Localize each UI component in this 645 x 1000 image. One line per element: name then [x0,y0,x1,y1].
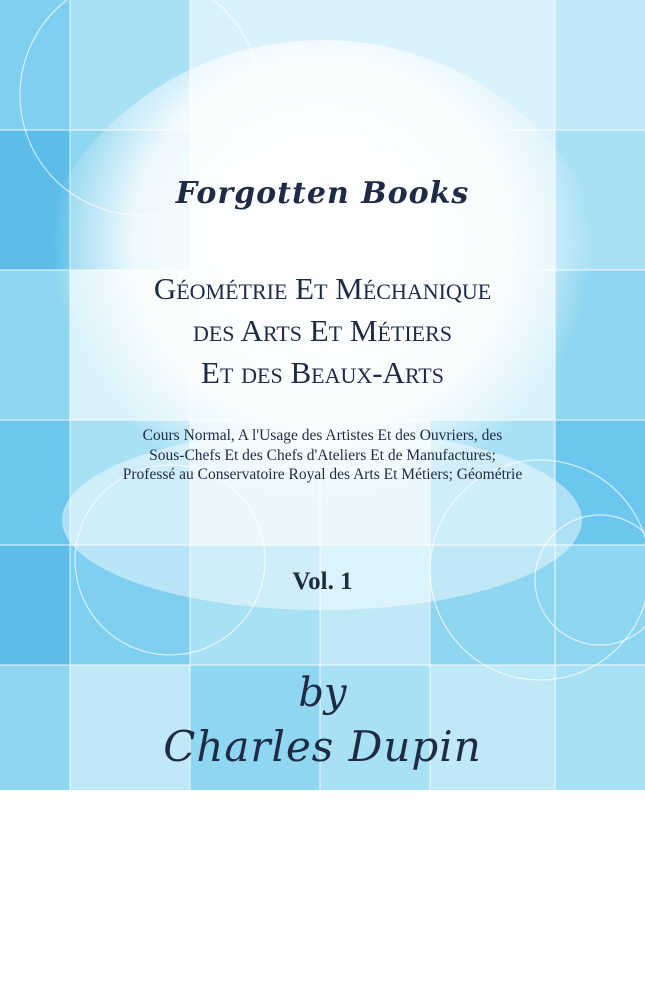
book-subtitle [60,426,585,485]
title-line: Géométrie Et Méchanique [153,271,492,306]
book-title [40,268,605,394]
publisher-logo: Forgotten Books [175,176,470,211]
author-name: Charles Dupin [163,722,482,771]
title-line: Et des Beaux-Arts [201,355,444,390]
subtitle-line: Sous-Chefs Et des Chefs d'Ateliers Et de Manufactures; [149,446,496,464]
title-line: des Arts Et Métiers [192,313,452,348]
volume-number: Vol. 1 [292,568,353,595]
subtitle-line: Professé au Conservatoire Royal des Arts Et Métiers; Géométrie [122,466,523,483]
subtitle-line: Cours Normal, A l'Usage des Artistes Et des Ouvriers, des [142,427,503,444]
by-label: by [298,670,347,716]
